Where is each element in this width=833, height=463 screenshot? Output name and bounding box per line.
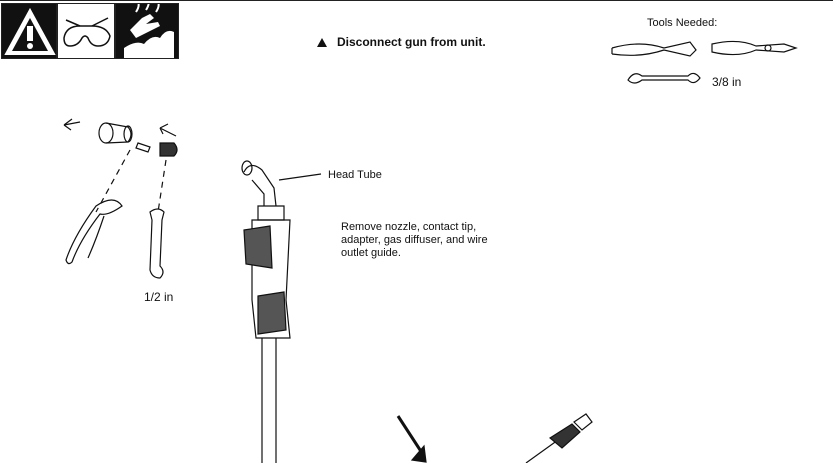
wrench-icon <box>628 73 700 83</box>
diffuser-arrow <box>160 124 176 136</box>
gun-illustration <box>242 161 321 463</box>
pliers-icon <box>66 200 122 264</box>
diffuser-icon <box>160 143 177 156</box>
head-tube-callout-line <box>279 174 321 180</box>
tools-heading: Tools Needed: <box>647 17 718 29</box>
warning-step-text: Disconnect gun from unit. <box>337 35 486 49</box>
left-wrench-size: 1/2 in <box>144 290 174 304</box>
connector-icon <box>526 414 592 463</box>
instruction-text: Remove nozzle, contact tip, adapter, gas diffuser, and wire outlet guide. <box>341 221 488 259</box>
nozzle-arrow <box>64 119 80 130</box>
direction-arrow <box>398 416 426 462</box>
contact-tip-icon <box>136 143 150 152</box>
head-tube-label: Head Tube <box>328 169 382 181</box>
tools-wrench-size: 3/8 in <box>712 75 742 89</box>
wrench-leader <box>158 160 166 212</box>
diagonal-cutter-icon <box>612 42 696 56</box>
needle-nose-pliers-icon <box>712 41 796 54</box>
nozzle-icon <box>99 123 132 143</box>
left-wrench-icon <box>150 209 164 278</box>
